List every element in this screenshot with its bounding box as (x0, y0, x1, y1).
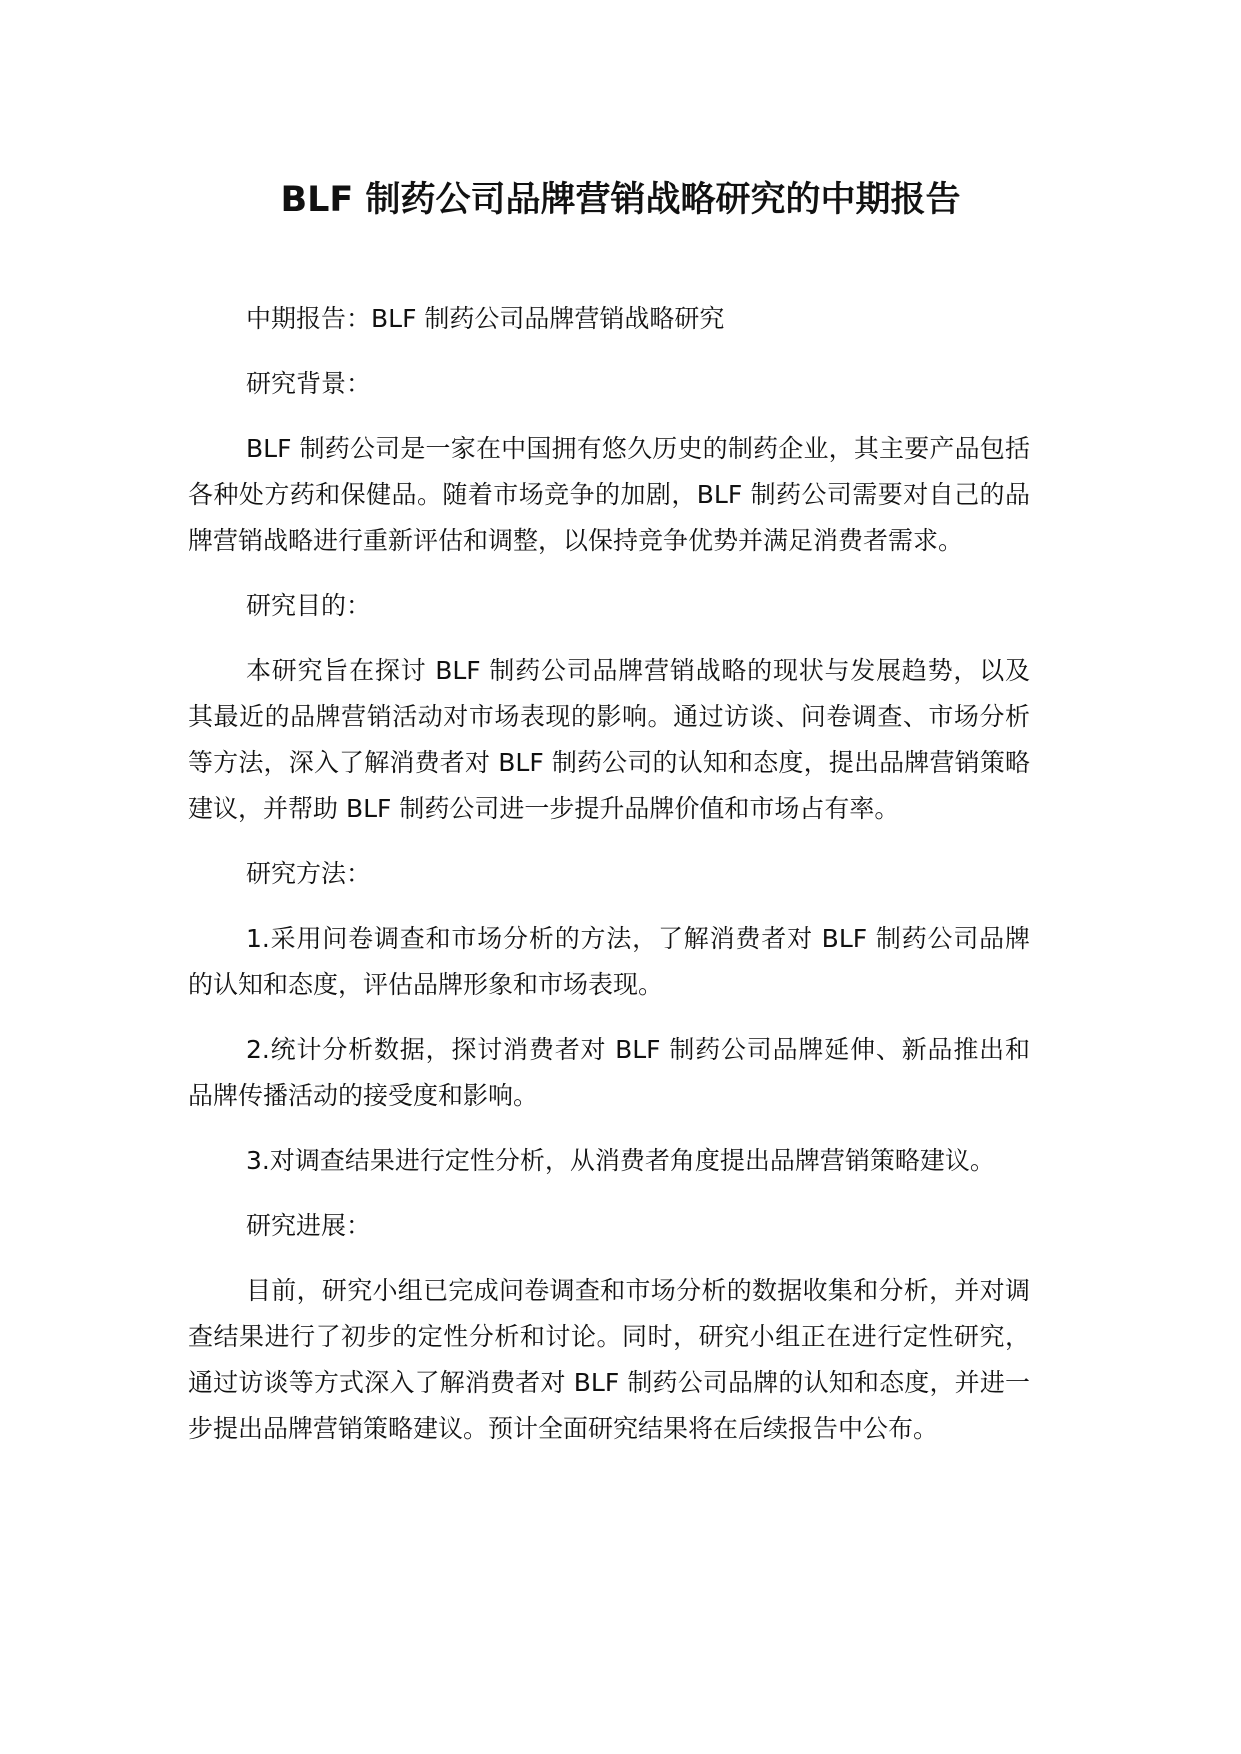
document-body (188, 296, 1030, 1471)
section-heading-method: 研究方法： (246, 859, 372, 888)
report-subtitle: 中期报告：BLF 制药公司品牌营销战略研究 (246, 304, 725, 333)
method-item-3: 3.对调查结果进行定性分析，从消费者角度提出品牌营销策略建议。 (246, 1146, 995, 1175)
section-heading-background: 研究背景： (246, 369, 372, 398)
paragraph-progress: 目前，研究小组已完成问卷调查和市场分析的数据收集和分析，并对调查结果进行了初步的定性分析和讨论。同时，研究小组正在进行定性研究，通过访谈等方式深入了解消费者对 BLF 制药公司品牌的认知和态度，并进一步提出品牌营销策略建议。预计全面研究结果将在后续报告中公布。 (188, 1276, 1030, 1443)
method-item-1: 1.采用问卷调查和市场分析的方法，了解消费者对 BLF 制药公司品牌的认知和态度，评估品牌形象和市场表现。 (188, 924, 1030, 999)
paragraph-purpose: 本研究旨在探讨 BLF 制药公司品牌营销战略的现状与发展趋势，以及其最近的品牌营销活动对市场表现的影响。通过访谈、问卷调查、市场分析等方法，深入了解消费者对 BLF 制药公司的认知和态度，提出品牌营销策略建议，并帮助 BLF 制药公司进一步提升品牌价值和市场占有率。 (188, 656, 1030, 823)
paragraph-background: BLF 制药公司是一家在中国拥有悠久历史的制药企业，其主要产品包括各种处方药和保健品。随着市场竞争的加剧，BLF 制药公司需要对自己的品牌营销战略进行重新评估和调整，以保持竞争优势并满足消费者需求。 (188, 434, 1030, 555)
section-heading-progress: 研究进展： (246, 1211, 372, 1240)
document-title: BLF 制药公司品牌营销战略研究的中期报告 (280, 180, 961, 220)
method-item-2: 2.统计分析数据，探讨消费者对 BLF 制药公司品牌延伸、新品推出和品牌传播活动的接受度和影响。 (188, 1035, 1030, 1110)
section-heading-purpose: 研究目的： (246, 591, 372, 620)
